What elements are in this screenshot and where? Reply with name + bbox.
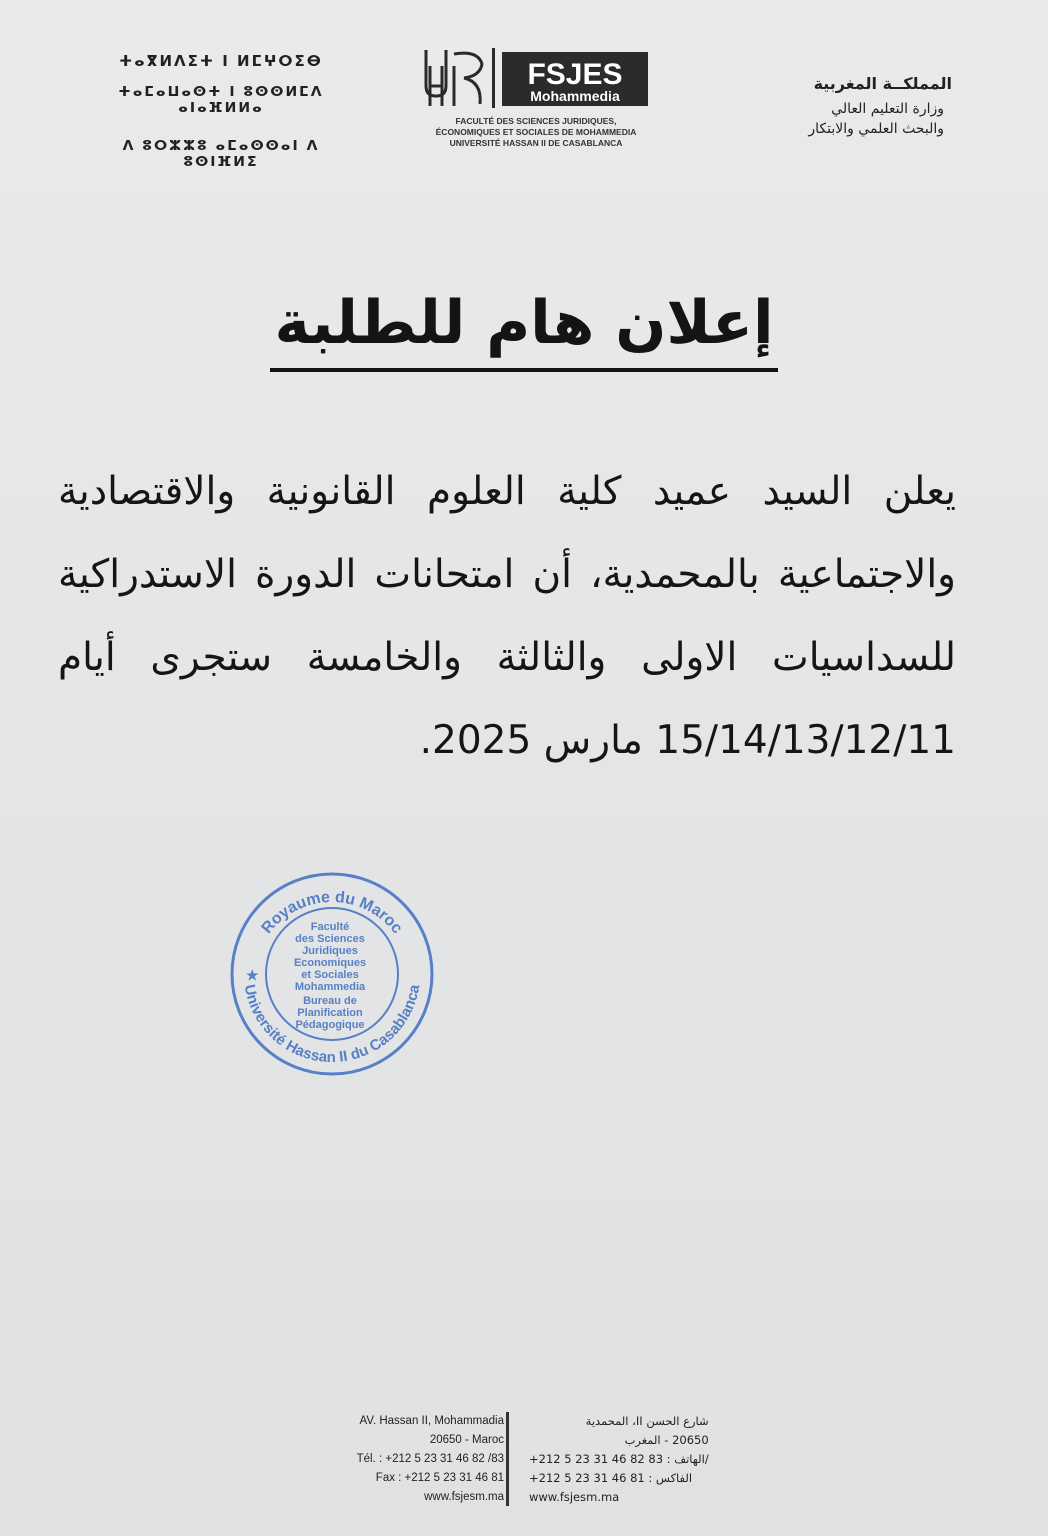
fsjes-logo <box>420 46 652 149</box>
stamp-outer-top: Royaume du Maroc <box>258 888 406 937</box>
footer-fr-postal: 20650 - Maroc <box>429 1434 504 1446</box>
footer-divider <box>506 1412 509 1506</box>
logo-caption-line3: UNIVERSITÉ HASSAN II DE CASABLANCA <box>449 138 623 148</box>
stamp-outer-bottom: Université Hassan II du Casablanca <box>240 983 424 1067</box>
fsjes-logo-mark <box>420 46 652 112</box>
tifinagh-kingdom: ⵜⴰⴳⵍⴷⵉⵜ ⵏ ⵍⵎⵖⵔⵉⴱ <box>119 52 323 70</box>
logo-city: Mohammedia <box>530 88 620 104</box>
footer-fr-web[interactable]: www.fsjesm.ma <box>424 1491 504 1503</box>
footer-ar-postal: 20650 - المغرب <box>624 1433 709 1447</box>
stamp-inner-3: Economiques <box>293 957 367 969</box>
footer-ar-tel <box>529 1450 709 1469</box>
announcement-body <box>58 450 956 782</box>
footer-ar-tel-number: +212 5 23 31 46 82 <box>529 1452 645 1466</box>
ministry-header <box>808 74 952 139</box>
official-stamp <box>226 868 438 1080</box>
footer-ar-web[interactable]: www.fsjesm.ma <box>529 1490 620 1504</box>
announcement-line-1: يعلن السيد عميد كلية العلوم القانونية والاقتصادية <box>58 469 956 514</box>
announcement-line-2: والاجتماعية بالمحمدية، أن امتحانات الدورة الاستدراكية <box>58 552 956 597</box>
footer-contact <box>300 1412 720 1508</box>
logo-brand: FSJES <box>527 58 623 91</box>
footer-ar-fax <box>529 1469 709 1488</box>
stamp-inner-2: Juridiques <box>302 945 358 957</box>
tifinagh-ministry-line2: ⴷ ⵓⵔⵣⵣⵓ ⴰⵎⴰⵙⵙⴰⵏ ⴷ ⵓⵙⵏⴼⵍⵉ <box>122 138 320 170</box>
logo-caption-line2: ÉCONOMIQUES ET SOCIALES DE MOHAMMEDIA <box>435 127 637 137</box>
tifinagh-header <box>96 52 346 184</box>
footer-fr-fax: Fax : +212 5 23 31 46 81 <box>375 1472 504 1484</box>
stamp-inner-7: Planification <box>297 1007 363 1019</box>
footer-ar-fax-label: الفاكس : 81 <box>630 1471 693 1485</box>
footer-ar-tel-label: الهاتف : 83/ <box>648 1452 709 1466</box>
footer-ar-fax-number: +212 5 23 31 46 <box>529 1471 627 1485</box>
footer-ar-address: شارع الحسن II، المحمدية <box>585 1414 709 1428</box>
stamp-inner-8: Pédagogique <box>295 1019 365 1031</box>
logo-caption-line1: FACULTÉ DES SCIENCES JURIDIQUES, <box>455 116 617 126</box>
stamp-inner-0: Faculté <box>310 921 350 933</box>
kingdom-name: المملكــة المغربية <box>813 74 952 93</box>
svg-text:★: ★ <box>246 967 259 983</box>
stamp-seal <box>226 868 438 1080</box>
footer-arabic <box>529 1412 709 1507</box>
ministry-line1: وزارة التعليم العالي <box>831 101 944 117</box>
logo-caption <box>420 116 652 149</box>
announcement-title: إعلان هام للطلبة <box>270 280 777 372</box>
footer-fr-address: AV. Hassan II, Mohammadia <box>359 1415 504 1427</box>
ministry-line2: والبحث العلمي والابتكار <box>808 121 944 137</box>
footer-fr-tel: Tél. : +212 5 23 31 46 82 /83 <box>356 1453 504 1465</box>
stamp-inner-1: des Sciences <box>295 933 365 945</box>
announcement-title-wrap <box>0 280 1048 372</box>
tifinagh-ministry-line1: ⵜⴰⵎⴰⵡⴰⵙⵜ ⵏ ⵓⵙⵙⵍⵎⴷ ⴰⵏⴰⴼⵍⵍⴰ <box>118 84 324 116</box>
announcement-line-4: 15/14/13/12/11 مارس 2025. <box>419 718 956 763</box>
footer-french <box>357 1412 504 1507</box>
stamp-inner-4: et Sociales <box>301 969 359 981</box>
stamp-inner-6: Bureau de <box>303 995 357 1007</box>
announcement-line-3: للسداسيات الاولى والثالثة والخامسة ستجرى أيام <box>58 635 956 680</box>
stamp-inner-5: Mohammedia <box>294 981 366 993</box>
